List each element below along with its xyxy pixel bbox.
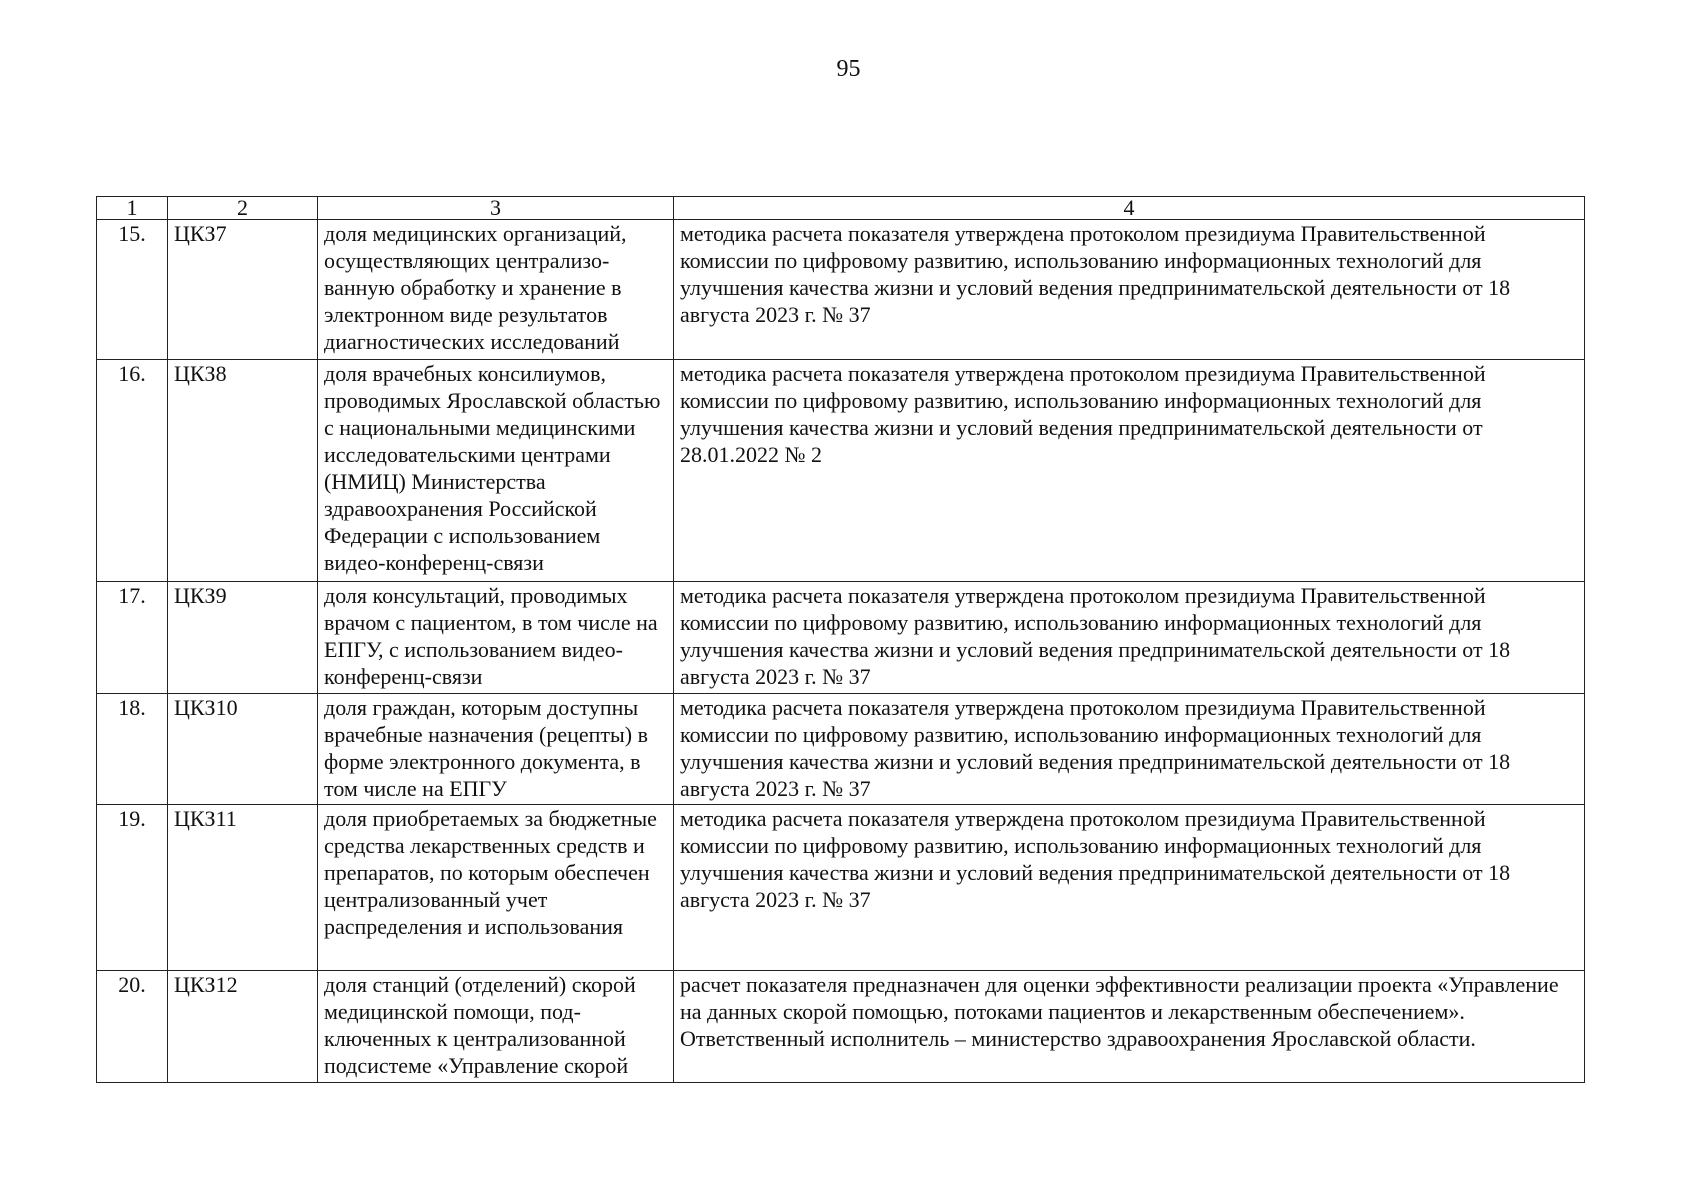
- indicator-description: доля врачебных консилиумов, проводимых Ярославской областью с национальными медицинскими исследовательскими центрами (НМИЦ) Министерства здравоохранения Российской Федерации с использованием видео-конференц-связи: [318, 360, 674, 582]
- indicator-description: доля граждан, которым доступны врачебные назначения (рецепты) в форме электронного документа, в том числе на ЕПГУ: [318, 694, 674, 805]
- indicator-code: ЦКЗ10: [168, 694, 318, 805]
- indicator-methodology: [674, 971, 1585, 1083]
- header-col-4: 4: [674, 197, 1585, 220]
- table-row: [97, 971, 1585, 1083]
- row-number: 16.: [97, 360, 168, 582]
- methodology-text: расчет показателя предназначен для оценки эффективности реализации проекта «Управление на данных скорой помощью, потоками пациентов и лекарственным обеспечением».: [680, 972, 1559, 1024]
- table-header-row: [97, 197, 1585, 220]
- methodology-text: методика расчета показателя утверждена протоколом президиума Правительственной комиссии по цифровому развитию, использованию информационных технологий для улучшения качества жизни и условий ведения предпринимательской деятельности от 18 августа 2023 г. № 37: [680, 806, 1511, 912]
- indicator-description: доля консультаций, проводимых врачом с пациентом, в том числе на ЕПГУ, с использованием видео-конференц-связи: [318, 582, 674, 694]
- indicators-table: [96, 196, 1585, 1083]
- table-row: [97, 582, 1585, 694]
- responsible-executor-text: Ответственный исполнитель – министерство здравоохранения Ярославской области.: [680, 1026, 1476, 1051]
- row-number: 18.: [97, 694, 168, 805]
- indicator-code: ЦКЗ9: [168, 582, 318, 694]
- indicator-description: доля станций (отделений) скорой медицинской помощи, подключенных к централизованной подсистеме «Управление скорой: [318, 971, 674, 1083]
- indicator-code: ЦКЗ8: [168, 360, 318, 582]
- indicator-methodology: [674, 360, 1585, 582]
- table-row: [97, 805, 1585, 971]
- header-col-2: 2: [168, 197, 318, 220]
- indicator-code: ЦКЗ11: [168, 805, 318, 971]
- indicator-methodology: [674, 805, 1585, 971]
- row-number: 15.: [97, 220, 168, 360]
- page-number: 95: [836, 56, 861, 82]
- row-number: 20.: [97, 971, 168, 1083]
- table-row: [97, 220, 1585, 360]
- table-row: [97, 694, 1585, 805]
- row-number: 19.: [97, 805, 168, 971]
- table-row: [97, 360, 1585, 582]
- indicator-methodology: [674, 694, 1585, 805]
- indicator-methodology: [674, 220, 1585, 360]
- methodology-text: методика расчета показателя утверждена протоколом президиума Правительственной комиссии по цифровому развитию, использованию информационных технологий для улучшения качества жизни и условий ведения предпринимательской деятельности от 28.01.2022 № 2: [680, 361, 1486, 467]
- methodology-text: методика расчета показателя утверждена протоколом президиума Правительственной комиссии по цифровому развитию, использованию информационных технологий для улучшения качества жизни и условий ведения предпринимательской деятельности от 18 августа 2023 г. № 37: [680, 221, 1511, 327]
- methodology-text: методика расчета показателя утверждена протоколом президиума Правительственной комиссии по цифровому развитию, использованию информационных технологий для улучшения качества жизни и условий ведения предпринимательской деятельности от 18 августа 2023 г. № 37: [680, 583, 1511, 689]
- indicator-description: доля приобретаемых за бюджетные средства лекарственных средств и препаратов, по которым обеспечен централизованный учет распределения и использования: [318, 805, 674, 971]
- indicator-description: доля медицинских организаций, осуществляющих централизованную обработку и хранение в электронном виде результатов диагностических исследований: [318, 220, 674, 360]
- indicator-code: ЦКЗ7: [168, 220, 318, 360]
- header-col-3: 3: [318, 197, 674, 220]
- methodology-text: методика расчета показателя утверждена протоколом президиума Правительственной комиссии по цифровому развитию, использованию информационных технологий для улучшения качества жизни и условий ведения предпринимательской деятельности от 18 августа 2023 г. № 37: [680, 695, 1511, 801]
- header-col-1: 1: [97, 197, 168, 220]
- indicator-code: ЦКЗ12: [168, 971, 318, 1083]
- indicator-methodology: [674, 582, 1585, 694]
- row-number: 17.: [97, 582, 168, 694]
